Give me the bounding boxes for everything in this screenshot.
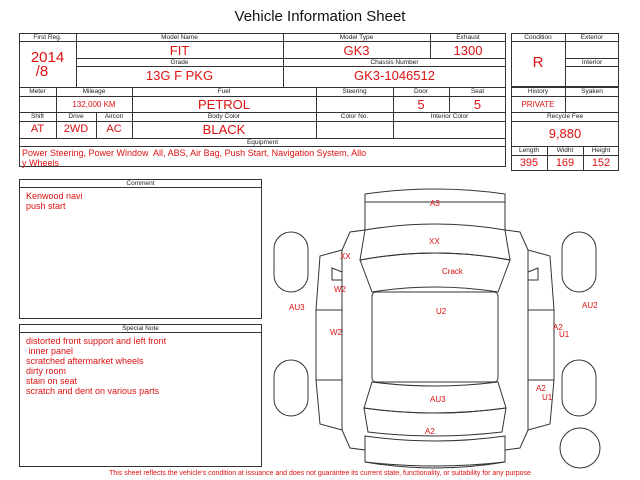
damage-mark: XX <box>429 237 440 246</box>
damage-mark: U1 <box>559 330 570 339</box>
door-value: 5 <box>417 97 425 112</box>
damage-mark: XX <box>340 252 351 261</box>
damage-mark: AU2 <box>582 301 598 310</box>
special-note-text: distorted front support and left front inner panel scratched aftermarket wheels dirty room stain on seat scratch and dent on various parts <box>26 336 167 396</box>
body-color-label: Body Color <box>207 113 241 120</box>
grade-value: 13G F PKG <box>145 68 214 83</box>
steering-label: Steering <box>342 88 367 95</box>
damage-mark: A2 <box>536 384 546 393</box>
damage-mark: Crack <box>442 267 463 276</box>
damage-mark: A2 <box>553 323 563 332</box>
door-label: Door <box>413 88 429 95</box>
condition-value: R <box>532 54 544 71</box>
model-type-label: Model Type <box>339 34 374 41</box>
comment-label: Comment <box>126 180 155 187</box>
damage-mark: A3 <box>430 199 440 208</box>
interior-color-label: Interior Color <box>430 113 469 120</box>
body-color-value: BLACK <box>202 122 246 137</box>
first-reg-label: First Reg. <box>33 34 62 41</box>
aircon-label: Aircon <box>104 113 124 120</box>
exhaust-label: Exhaust <box>456 34 480 41</box>
meter-label: Meter <box>29 88 46 95</box>
fuel-label: Fuel <box>217 88 231 95</box>
width-value: 169 <box>555 157 575 169</box>
history-label: History <box>527 88 549 95</box>
color-no-label: Color No. <box>340 113 369 120</box>
recycle-fee-value: 9,880 <box>548 126 582 141</box>
condition-label: Condition <box>524 34 552 41</box>
car-damage-diagram <box>270 180 620 470</box>
damage-mark: U1 <box>542 393 553 402</box>
equipment-label: Equipment <box>246 139 279 146</box>
first-reg-year: 2014 <box>30 49 65 66</box>
damage-mark: W2 <box>330 328 342 337</box>
exterior-label: Exterior <box>580 34 604 41</box>
comment-text: Kenwood navi push start <box>26 191 83 211</box>
length-value: 395 <box>519 157 539 169</box>
model-name-value: FIT <box>169 43 190 58</box>
fuel-value: PETROL <box>197 97 250 112</box>
model-type-value: GK3 <box>343 43 370 58</box>
interior-label: Interior <box>581 59 603 66</box>
exhaust-value: 1300 <box>453 43 483 58</box>
model-name-label: Model Name <box>161 34 198 41</box>
height-value: 152 <box>591 157 611 169</box>
syaken-label: Syaken <box>581 88 603 95</box>
drive-value: 2WD <box>63 123 89 135</box>
chassis-number-value: GK3-1046512 <box>354 68 435 83</box>
height-label: Height <box>591 147 611 154</box>
mileage-value: 132,000 KM <box>72 100 116 109</box>
equipment-value: Power Steering, Power Window All, ABS, Air Bag, Push Start, Navigation System, Allo y Wheels <box>22 148 367 168</box>
chassis-number-label: Chassis Number <box>370 59 419 66</box>
shift-label: Shift <box>30 113 44 120</box>
history-value: PRIVATE <box>521 100 555 109</box>
special-note-label: Special Note <box>122 325 159 332</box>
damage-mark: AU3 <box>289 303 305 312</box>
drive-label: Drive <box>68 113 84 120</box>
first-reg-month: /8 <box>35 63 49 80</box>
recycle-fee-label: Recycle Fee <box>546 113 584 120</box>
footer-disclaimer: This sheet reflects the vehicle's condition at issuance and does not guarantee its current state, functionality, or suitability for any purpose <box>109 470 531 477</box>
mileage-label: Mileage <box>82 88 106 95</box>
damage-mark: A2 <box>425 427 435 436</box>
damage-mark: W2 <box>334 285 346 294</box>
width-label: Widht <box>556 147 574 154</box>
aircon-value: AC <box>106 123 122 135</box>
seat-value: 5 <box>473 97 482 112</box>
damage-mark: AU3 <box>430 395 446 404</box>
seat-label: Seat <box>470 88 485 95</box>
page-title: Vehicle Information Sheet <box>234 8 406 25</box>
grade-label: Grade <box>170 59 189 66</box>
shift-value: AT <box>30 123 45 135</box>
damage-mark: U2 <box>436 307 447 316</box>
length-label: Length <box>519 147 539 154</box>
